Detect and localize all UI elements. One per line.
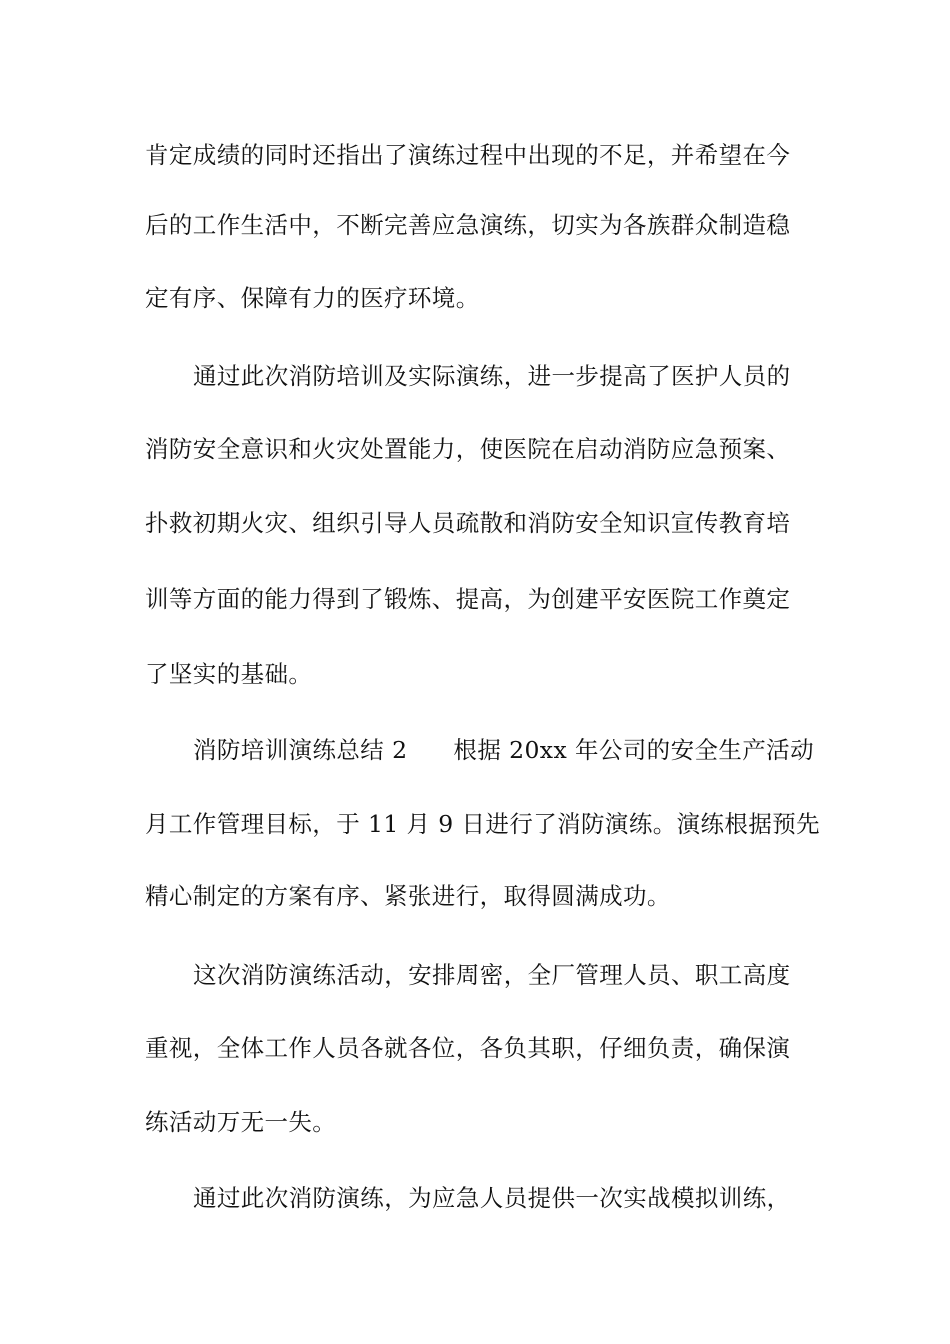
section-heading: 消防培训演练总结 2 — [193, 736, 408, 764]
paragraph-3-line-1-text: 根据 20xx 年公司的安全生产活动 — [453, 736, 814, 764]
paragraph-4-line-3: 练活动万无一失。 — [145, 1108, 337, 1136]
paragraph-4-line-1: 这次消防演练活动，安排周密，全厂管理人员、职工高度 — [193, 961, 791, 989]
paragraph-1-line-3: 定有序、保障有力的医疗环境。 — [145, 284, 480, 312]
paragraph-4-line-2: 重视，全体工作人员各就各位，各负其职，仔细负责，确保演 — [145, 1034, 791, 1062]
paragraph-3-line-1 — [193, 735, 815, 765]
paragraph-1-line-1: 肯定成绩的同时还指出了演练过程中出现的不足，并希望在今 — [145, 141, 791, 169]
paragraph-2-line-2: 消防安全意识和火灾处置能力，使医院在启动消防应急预案、 — [145, 435, 791, 463]
paragraph-3-line-3: 精心制定的方案有序、紧张进行，取得圆满成功。 — [145, 882, 671, 910]
paragraph-5-line-1: 通过此次消防演练，为应急人员提供一次实战模拟训练， — [193, 1184, 791, 1212]
paragraph-2-line-5: 了坚实的基础。 — [145, 660, 313, 688]
paragraph-3-line-2: 月工作管理目标，于 11 月 9 日进行了消防演练。演练根据预先 — [145, 810, 821, 838]
paragraph-1-line-2: 后的工作生活中，不断完善应急演练，切实为各族群众制造稳 — [145, 211, 791, 239]
paragraph-2-line-4: 训等方面的能力得到了锻炼、提高，为创建平安医院工作奠定 — [145, 585, 791, 613]
paragraph-2-line-1: 通过此次消防培训及实际演练，进一步提高了医护人员的 — [193, 362, 791, 390]
paragraph-2-line-3: 扑救初期火灾、组织引导人员疏散和消防安全知识宣传教育培 — [145, 509, 791, 537]
